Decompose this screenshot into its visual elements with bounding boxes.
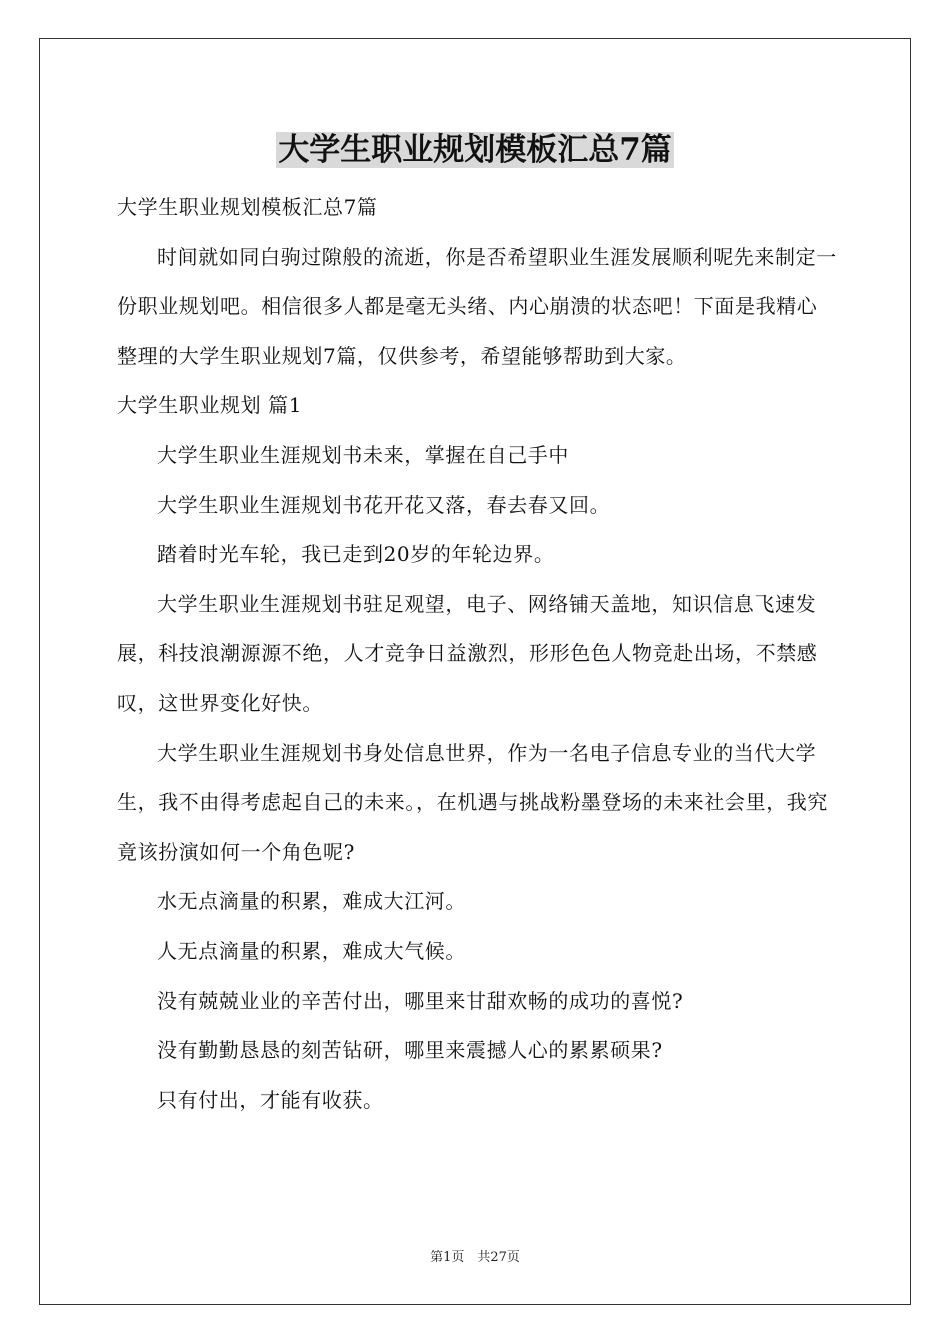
body-paragraph: 只有付出，才能有收获。 [157, 1087, 384, 1112]
page-number-footer: 第1页 共27页 [430, 1250, 520, 1265]
section-heading: 大学生职业规划 篇1 [117, 393, 303, 418]
body-paragraph: 没有兢兢业业的辛苦付出，哪里来甘甜欢畅的成功的喜悦? [157, 988, 684, 1013]
document-body [117, 183, 837, 1125]
body-paragraph: 大学生职业生涯规划书身处信息世界，作为一名电子信息专业的当代大学生，我不由得考虑起自己的未来。，在机遇与挑战粉墨登场的未来社会里，我究竟该扮演如何一个角色呢? [117, 740, 828, 864]
body-paragraph: 人无点滴量的积累，难成大气候。 [157, 938, 466, 963]
body-paragraph: 水无点滴量的积累，难成大江河。 [157, 889, 466, 914]
body-paragraph: 没有勤勤恳恳的刻苦钻研，哪里来震撼人心的累累硕果? [157, 1038, 663, 1063]
body-paragraph: 大学生职业生涯规划书花开花又落，春去春又回。 [157, 492, 611, 517]
section-heading: 大学生职业规划模板汇总7篇 [117, 195, 378, 219]
body-paragraph: 时间就如同白驹过隙般的流逝，你是否希望职业生涯发展顺利呢先来制定一份职业规划吧。相信很多人都是毫无头绪、内心崩溃的状态吧！下面是我精心整理的大学生职业规划7篇，仅供参考，希望能够帮助到大家。 [117, 244, 837, 368]
document-title [0, 128, 950, 172]
document-title-text: 大学生职业规划模板汇总7篇 [278, 132, 672, 168]
body-paragraph: 大学生职业生涯规划书驻足观望，电子、网络铺天盖地，知识信息飞速发展，科技浪潮源源不绝，人才竞争日益激烈，形形色色人物竞赴出场，不禁感叹，这世界变化好快。 [117, 591, 818, 715]
body-paragraph: 踏着时光车轮，我已走到20岁的年轮边界。 [157, 542, 555, 567]
body-paragraph: 大学生职业生涯规划书未来，掌握在自己手中 [157, 442, 569, 467]
